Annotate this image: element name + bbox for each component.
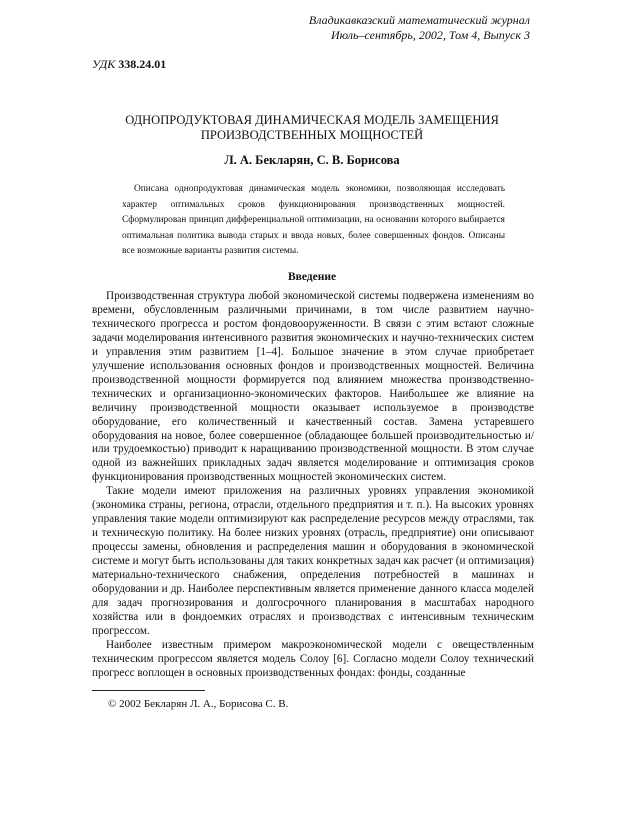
- paragraph: Наиболее известным примером макроэкономической модели с овеществленным техническим прогрессом является модель Солоу [6]. Согласно модели Солоу технический прогресс воплощен в основных производственных фондах: фонды, созданные: [92, 638, 534, 679]
- body-text: [92, 290, 534, 681]
- journal-issue: Июль–сентябрь, 2002, Том 4, Выпуск 3: [330, 28, 530, 42]
- title-line-1: ОДНОПРОДУКТОВАЯ ДИНАМИЧЕСКАЯ МОДЕЛЬ ЗАМЕЩЕНИЯ: [125, 113, 499, 127]
- journal-header: [309, 13, 530, 43]
- paper-title: [92, 113, 532, 143]
- udk-code: [92, 57, 166, 72]
- abstract: Описана однопродуктовая динамическая модель экономики, позволяющая исследовать характер оптимальных сроков функционирования производственных мощностей. Сформулирован принцип дифференциальной оптимизации, на основании которого выбирается оптимальная политика вывода старых и ввода новых, более совершенных фондов. Описаны все возможные варианты развития системы.: [122, 184, 505, 256]
- section-heading: Введение: [287, 271, 337, 283]
- udk-number: 338.24.01: [118, 57, 167, 71]
- title-line-2: ПРОИЗВОДСТВЕННЫХ МОЩНОСТЕЙ: [200, 128, 424, 142]
- journal-name: Владикавказский математический журнал: [308, 13, 530, 27]
- footnote-rule: [92, 690, 205, 691]
- copyright-footnote: © 2002 Бекларян Л. А., Борисова С. В.: [108, 698, 289, 710]
- paragraph: Производственная структура любой экономической системы подвержена изменениям во времени, обусловленным различными причинами, в том числе развитием научно-технического прогресса и ростом фондовооруженности. В связи с этим встают сложные задачи моделирования интенсивного развития экономических и научно-технических систем и управления этим развитием [1–4]. Большое значение в этом случае приобретает улучшение использования основных фондов и производственных мощностей. Величина производственной мощности формируется под влиянием множества производственно-технических и организационно-экономических факторов. Наибольшее же влияние на величину производственной мощности оказывает используемое в производстве оборудование, его количественный и качественный состав. Замена устаревшего оборудования на новое, более совершенное (обладающее большей производительностью и/или трудоемкостью) приводит к наращиванию производственной мощности. В этом случае одной из важнейших прикладных задач является моделирование и оптимизация сроков функционирования производственных мощностей экономических систем.: [92, 290, 534, 484]
- authors: Л. А. Бекларян, С. В. Борисова: [224, 153, 400, 167]
- paragraph: Такие модели имеют приложения на различных уровнях управления экономикой (экономика страны, региона, отрасли, отдельного предприятия и т. п.). На высоких уровнях управления такие модели оптимизируют как распределение ресурсов между отраслями, так и техническую политику. На более низких уровнях (отрасль, предприятие) они описывают процессы замены, обновления и распределения машин и оборудования в экономической системе и могут быть использованы для таких конкретных задач как расчет (и оптимизация) материально-технического снабжения, определения потребностей в машинах и оборудовании и др. Наиболее перспективным является применение данного класса моделей для задач прогнозирования и долгосрочного планирования в масштабах народного хозяйства или в фондоемких отраслях и производствах с интенсивным техническим прогрессом.: [92, 485, 534, 637]
- udk-label: УДК: [92, 57, 116, 71]
